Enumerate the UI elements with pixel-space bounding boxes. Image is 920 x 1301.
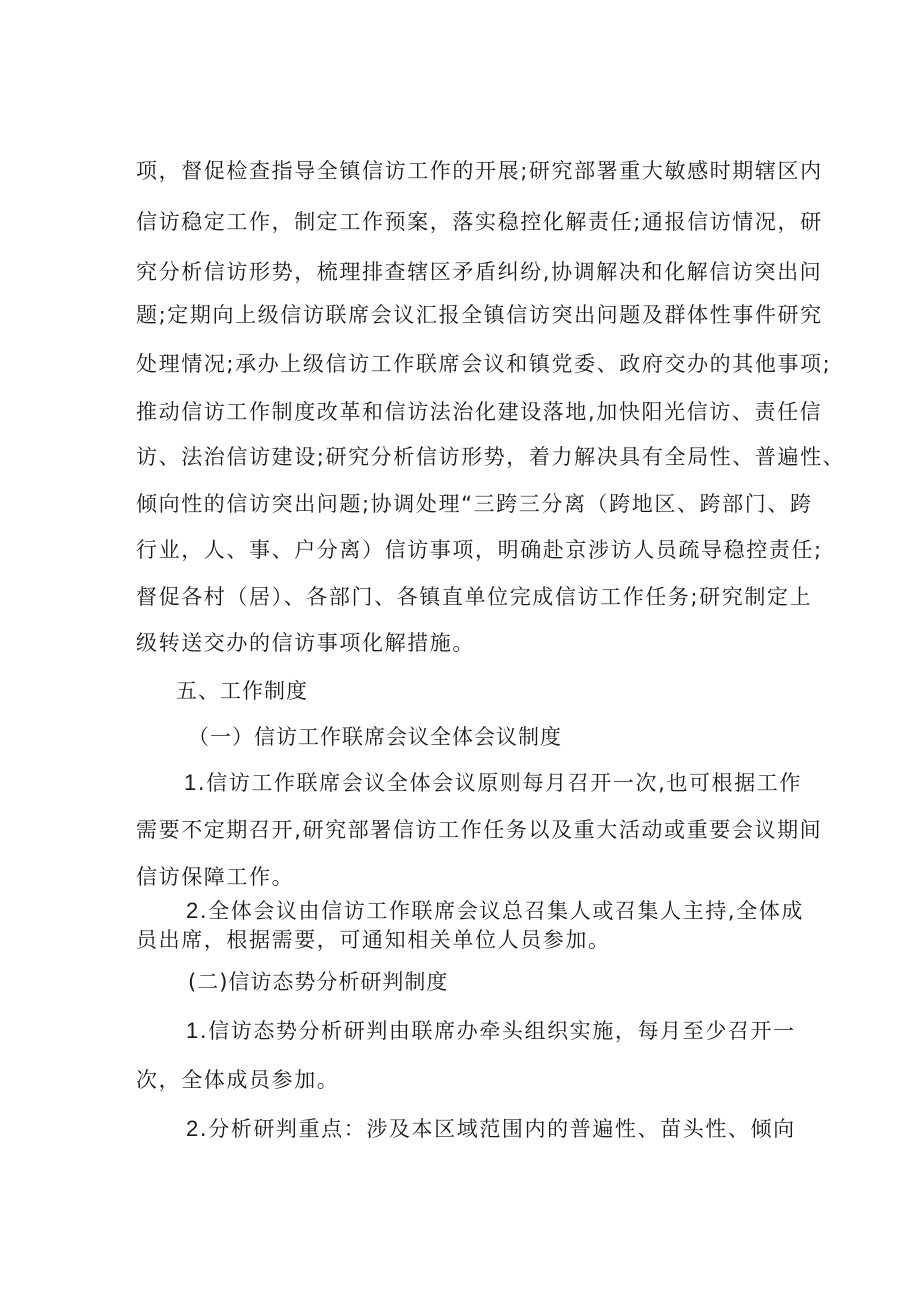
list-text: .信访态势分析研判由联席办牵头组织实施，每月至少召开一 <box>199 1019 796 1043</box>
body-line: 倾向性的信访突出问题;协调处理“三跨三分离（跨地区、跨部门、跨 <box>136 492 813 516</box>
body-line: 信访保障工作。 <box>136 865 295 889</box>
list-text: .分析研判重点：涉及本区域范围内的普遍性、苗头性、倾向 <box>199 1117 796 1141</box>
body-line: 员出席，根据需要，可通知相关单位人员参加。 <box>136 928 611 952</box>
body-line: 级转送交办的信访事项化解措施。 <box>136 631 475 655</box>
subsection-heading: (二)信访态势分析研判制度 <box>188 970 449 994</box>
body-line: 推动信访工作制度改革和信访法治化建设落地,加快阳光信访、责任信 <box>136 400 823 424</box>
body-line: 信访稳定工作，制定工作预案，落实稳控化解责任;通报信访情况，研 <box>136 210 823 234</box>
body-line: 题;定期向上级信访联席会议汇报全镇信访突出问题及群体性事件研究 <box>136 303 823 327</box>
body-line: 项，督促检查指导全镇信访工作的开展;研究部署重大敏感时期辖区内 <box>136 159 823 183</box>
list-text: .信访工作联席会议全体会议原则每月召开一次,也可根据工作 <box>197 771 802 795</box>
subsection-heading: （一）信访工作联席会议全体会议制度 <box>188 725 562 749</box>
section-heading: 五、工作制度 <box>176 679 308 703</box>
list-number: 1 <box>184 770 198 795</box>
list-number: 2 <box>186 898 200 923</box>
body-line: 行业，人、事、户分离）信访事项，明确赴京涉访人员疏导稳控责任; <box>136 538 823 562</box>
list-item-line <box>186 1016 846 1046</box>
list-item-line <box>186 896 846 926</box>
body-line: 处理情况;承办上级信访工作联席会议和镇党委、政府交办的其他事项; <box>136 352 832 376</box>
list-text: .全体会议由信访工作联席会议总召集人或召集人主持,全体成 <box>199 899 804 923</box>
body-line: 次，全体成员参加。 <box>136 1068 340 1092</box>
list-number: 1 <box>186 1018 200 1043</box>
list-number: 2 <box>186 1116 200 1141</box>
list-item-line <box>186 1114 846 1144</box>
body-line: 访、法治信访建设;研究分析信访形势，着力解决具有全局性、普遍性、 <box>136 445 846 469</box>
list-item-line <box>184 768 844 798</box>
body-line: 究分析信访形势，梳理排查辖区矛盾纠纷,协调解决和化解信访突出问 <box>136 260 823 284</box>
body-line: 督促各村（居）、各部门、各镇直单位完成信访工作任务;研究制定上 <box>136 585 813 609</box>
body-line: 需要不定期召开,研究部署信访工作任务以及重大活动或重要会议期间 <box>136 818 823 842</box>
